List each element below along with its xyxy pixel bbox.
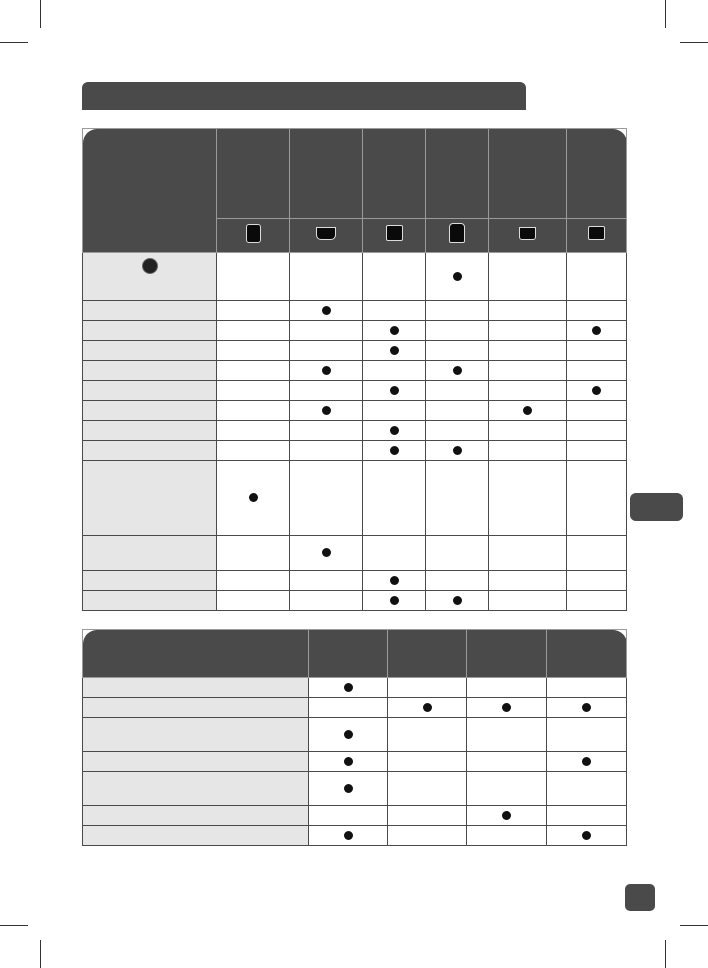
compatibility-dot [423, 703, 432, 712]
compatibility-dot [453, 272, 462, 281]
table-row [83, 341, 627, 361]
mark-cell [567, 341, 627, 361]
compatibility-dot [502, 811, 511, 820]
chapter-tab [630, 493, 683, 521]
mark-cell [290, 381, 363, 401]
accessory-cell [363, 219, 426, 253]
compatibility-dot [390, 346, 399, 355]
mark-cell [217, 401, 290, 421]
mark-cell [290, 401, 363, 421]
mark-cell [290, 571, 363, 591]
row-label-cell [83, 301, 217, 321]
row-label-cell [83, 698, 309, 718]
mark-cell [426, 571, 489, 591]
mark-cell [426, 361, 489, 381]
crop-mark [40, 940, 41, 968]
mark-cell [547, 678, 627, 698]
compatibility-dot [344, 784, 353, 793]
mark-cell [217, 361, 290, 381]
compatibility-dot [344, 757, 353, 766]
mark-cell [363, 536, 426, 571]
mark-cell [290, 321, 363, 341]
mark-cell [426, 321, 489, 341]
mark-cell [217, 321, 290, 341]
mark-cell [363, 361, 426, 381]
mark-cell [467, 826, 547, 846]
mark-cell [547, 698, 627, 718]
table-row [83, 536, 627, 571]
mark-cell [567, 536, 627, 571]
compatibility-dot [582, 757, 591, 766]
header-col-6 [567, 129, 627, 219]
row-label-cell [83, 381, 217, 401]
compatibility-dot [322, 406, 331, 415]
mark-cell [467, 806, 547, 826]
mark-cell [426, 591, 489, 611]
accessory-cell [489, 219, 567, 253]
mark-cell [489, 253, 567, 301]
mark-cell [309, 806, 388, 826]
mark-cell [567, 571, 627, 591]
mark-cell [363, 571, 426, 591]
row-label-cell [83, 421, 217, 441]
row-label-cell [83, 461, 217, 536]
compatibility-dot [390, 386, 399, 395]
table-row [83, 826, 627, 846]
row-label-cell [83, 826, 309, 846]
small-bowl-icon [588, 226, 605, 240]
mark-cell [489, 401, 567, 421]
mark-cell [489, 591, 567, 611]
mark-cell [567, 441, 627, 461]
compatibility-dot [390, 446, 399, 455]
table-row [83, 678, 627, 698]
table-row [83, 361, 627, 381]
compatibility-dot [523, 406, 532, 415]
table-row [83, 806, 627, 826]
table-row [83, 571, 627, 591]
wide-bowl-icon [316, 227, 336, 240]
mark-cell [567, 361, 627, 381]
mark-cell [547, 806, 627, 826]
mark-cell [426, 253, 489, 301]
mark-cell [363, 381, 426, 401]
row-label-cell [83, 536, 217, 571]
mark-cell [290, 441, 363, 461]
mark-cell [217, 301, 290, 321]
function-table [82, 629, 627, 846]
mark-cell [547, 772, 627, 806]
crop-mark [40, 0, 41, 28]
mark-cell [489, 301, 567, 321]
compatibility-dot [344, 683, 353, 692]
crop-mark [0, 925, 28, 926]
compatibility-dot [390, 596, 399, 605]
mark-cell [426, 421, 489, 441]
mark-cell [567, 421, 627, 441]
mark-cell [547, 752, 627, 772]
mark-cell [388, 826, 467, 846]
mark-cell [290, 536, 363, 571]
crop-mark [0, 42, 28, 43]
compatibility-dot [344, 831, 353, 840]
mark-cell [363, 253, 426, 301]
compatibility-dot [322, 548, 331, 557]
compatibility-dot [592, 386, 601, 395]
mark-cell [467, 678, 547, 698]
table-row [83, 772, 627, 806]
row-label-cell [83, 718, 309, 752]
table-row [83, 441, 627, 461]
compatibility-dot [390, 576, 399, 585]
mark-cell [489, 441, 567, 461]
crop-mark [665, 940, 666, 968]
mark-cell [290, 361, 363, 381]
mark-cell [489, 361, 567, 381]
mark-cell [309, 752, 388, 772]
header-col-4 [426, 129, 489, 219]
mark-cell [489, 321, 567, 341]
row-label-cell [83, 752, 309, 772]
mark-cell [388, 806, 467, 826]
mark-cell [567, 381, 627, 401]
header-col-1 [309, 630, 388, 678]
accessory-cell [567, 219, 627, 253]
row-label-cell [83, 806, 309, 826]
mark-cell [567, 321, 627, 341]
table-row [83, 461, 627, 536]
row-label-cell [83, 772, 309, 806]
mark-cell [309, 698, 388, 718]
crop-mark [680, 42, 708, 43]
table-row [83, 698, 627, 718]
mark-cell [363, 341, 426, 361]
header-col-1 [217, 129, 290, 219]
accessory-cell [426, 219, 489, 253]
section-title-bar [82, 82, 526, 110]
mark-cell [217, 341, 290, 361]
mark-cell [489, 571, 567, 591]
mark-cell [363, 441, 426, 461]
flat-bowl-icon [519, 227, 536, 240]
row-label-cell [83, 253, 217, 301]
table-row [83, 718, 627, 752]
mark-cell [489, 461, 567, 536]
mark-cell [309, 678, 388, 698]
accessory-cell [217, 219, 290, 253]
mark-cell [217, 253, 290, 301]
mark-cell [426, 301, 489, 321]
mark-cell [388, 752, 467, 772]
square-bowl-icon [386, 225, 403, 241]
mark-cell [290, 253, 363, 301]
start-stop-button-icon [142, 258, 158, 274]
compatibility-dot [453, 596, 462, 605]
mark-cell [547, 826, 627, 846]
compatibility-dot [249, 493, 258, 502]
mark-cell [217, 441, 290, 461]
mark-cell [217, 461, 290, 536]
header-col-5 [489, 129, 567, 219]
mark-cell [363, 301, 426, 321]
mark-cell [426, 401, 489, 421]
mark-cell [290, 591, 363, 611]
mark-cell [426, 461, 489, 536]
header-program [83, 129, 217, 253]
table-row [83, 591, 627, 611]
mark-cell [290, 461, 363, 536]
page-number-badge [625, 884, 655, 911]
compatibility-dot [322, 306, 331, 315]
row-label-cell [83, 571, 217, 591]
table-row [83, 321, 627, 341]
header-col-3 [467, 630, 547, 678]
mark-cell [547, 718, 627, 752]
compatibility-dot [502, 703, 511, 712]
tall-bowl-icon [246, 224, 261, 243]
compatibility-dot [390, 326, 399, 335]
mark-cell [467, 718, 547, 752]
mark-cell [489, 341, 567, 361]
row-label-cell [83, 361, 217, 381]
compatibility-dot [390, 426, 399, 435]
table-row [83, 253, 627, 301]
header-col-2 [290, 129, 363, 219]
compatibility-dot [582, 703, 591, 712]
mark-cell [388, 772, 467, 806]
row-label-cell [83, 401, 217, 421]
row-label-cell [83, 341, 217, 361]
crop-mark [680, 925, 708, 926]
mark-cell [567, 253, 627, 301]
header-col-4 [547, 630, 627, 678]
mark-cell [567, 591, 627, 611]
table-row [83, 381, 627, 401]
mark-cell [426, 441, 489, 461]
accessory-cell [290, 219, 363, 253]
tall-jar-icon [449, 223, 465, 243]
mark-cell [217, 536, 290, 571]
compatibility-dot [453, 366, 462, 375]
mark-cell [309, 772, 388, 806]
mark-cell [467, 698, 547, 718]
mark-cell [309, 718, 388, 752]
program-accessory-table [82, 128, 627, 611]
header-col-2 [388, 630, 467, 678]
mark-cell [567, 401, 627, 421]
compatibility-dot [322, 366, 331, 375]
mark-cell [567, 461, 627, 536]
mark-cell [217, 571, 290, 591]
mark-cell [363, 321, 426, 341]
mark-cell [290, 301, 363, 321]
mark-cell [290, 421, 363, 441]
row-label-cell [83, 591, 217, 611]
compatibility-dot [582, 831, 591, 840]
mark-cell [489, 421, 567, 441]
header-function [83, 630, 309, 678]
header-col-3 [363, 129, 426, 219]
mark-cell [467, 752, 547, 772]
table-row [83, 401, 627, 421]
mark-cell [467, 772, 547, 806]
mark-cell [489, 536, 567, 571]
table-row [83, 301, 627, 321]
compatibility-dot [344, 730, 353, 739]
row-label-cell [83, 678, 309, 698]
row-label-cell [83, 441, 217, 461]
mark-cell [388, 678, 467, 698]
mark-cell [363, 591, 426, 611]
mark-cell [388, 698, 467, 718]
mark-cell [363, 401, 426, 421]
mark-cell [426, 381, 489, 401]
mark-cell [309, 826, 388, 846]
row-label-cell [83, 321, 217, 341]
mark-cell [290, 341, 363, 361]
mark-cell [217, 591, 290, 611]
mark-cell [217, 421, 290, 441]
table-row [83, 421, 627, 441]
mark-cell [489, 381, 567, 401]
mark-cell [363, 461, 426, 536]
mark-cell [388, 718, 467, 752]
mark-cell [426, 341, 489, 361]
crop-mark [665, 0, 666, 28]
compatibility-dot [592, 326, 601, 335]
table-row [83, 752, 627, 772]
mark-cell [567, 301, 627, 321]
mark-cell [363, 421, 426, 441]
compatibility-dot [453, 446, 462, 455]
mark-cell [217, 381, 290, 401]
mark-cell [426, 536, 489, 571]
